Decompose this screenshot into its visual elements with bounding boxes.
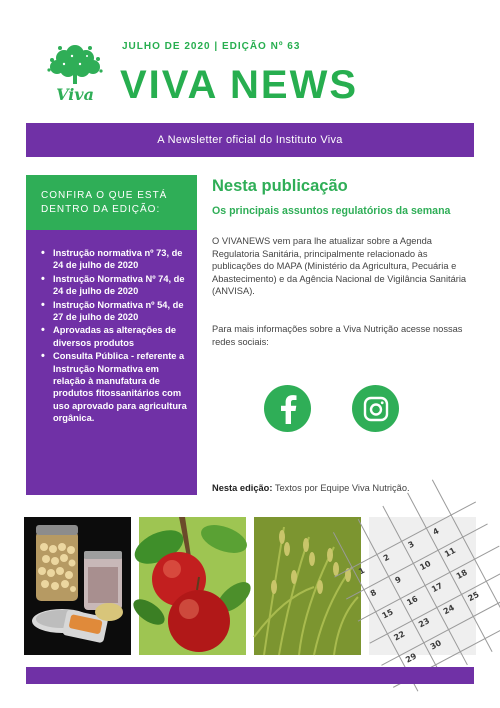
sidebar-item: • Instrução Normativa Nº 74, de 24 de julho de 2020 bbox=[40, 273, 189, 298]
svg-text:4: 4 bbox=[431, 526, 441, 537]
social-paragraph: Para mais informações sobre a Viva Nutrição acesse nossas redes sociais: bbox=[212, 324, 463, 347]
sidebar-item: • Instrução Normativa nº 54, de 27 de julho de 2020 bbox=[40, 299, 189, 324]
instagram-icon bbox=[363, 396, 389, 422]
svg-text:18: 18 bbox=[454, 567, 469, 582]
svg-text:23: 23 bbox=[417, 616, 432, 630]
credits-text: Textos por Equipe Viva Nutrição. bbox=[272, 483, 410, 493]
tagline-banner: A Newsletter oficial do Instituto Viva bbox=[26, 123, 474, 157]
svg-text:10: 10 bbox=[418, 558, 433, 573]
svg-text:15: 15 bbox=[380, 607, 395, 621]
credits-line bbox=[212, 483, 410, 493]
svg-text:30: 30 bbox=[428, 638, 443, 652]
tree-logo-icon bbox=[44, 40, 106, 106]
instagram-button[interactable] bbox=[352, 385, 399, 432]
svg-text:17: 17 bbox=[430, 581, 445, 595]
facebook-button[interactable] bbox=[264, 385, 311, 432]
rice-plants-photo bbox=[254, 517, 361, 655]
sidebar-panel bbox=[26, 230, 197, 495]
masthead-title: VIVA NEWS bbox=[120, 63, 359, 107]
svg-text:29: 29 bbox=[404, 651, 419, 665]
sidebar-item: • Instrução normativa nº 73, de 24 de julho de 2020 bbox=[40, 247, 189, 272]
credits-label: Nesta edição: bbox=[212, 483, 273, 493]
logo-text: Viva bbox=[56, 85, 94, 104]
sidebar-heading: CONFIRA O QUE ESTÁ DENTRO DA EDIÇÃO: bbox=[26, 175, 197, 230]
sidebar-item: • Aprovadas as alterações de diversos produtos bbox=[40, 324, 189, 349]
svg-text:16: 16 bbox=[405, 594, 420, 608]
svg-text:11: 11 bbox=[443, 545, 458, 559]
svg-text:3: 3 bbox=[406, 539, 416, 551]
svg-text:25: 25 bbox=[466, 589, 481, 604]
sidebar-item: • Consulta Pública - referente a Instrução Normativa em relação à manufatura de produtos fitossanitários com uso aprovado para agricultura orgânica. bbox=[40, 350, 189, 424]
svg-text:22: 22 bbox=[392, 629, 407, 643]
footer-bar bbox=[26, 667, 474, 684]
intro-paragraph: O VIVANEWS vem para lhe atualizar sobre a Agenda Regulatoria Sanitária, principalmente relacionado às publicações do MAPA (Ministério da Agricultura, Pecuária e Abastecimento) e da Agência Nacional de Vigilância Sanitária (ANVISA). bbox=[212, 236, 467, 296]
facebook-icon bbox=[277, 394, 299, 424]
issue-line: JULHO DE 2020 | EDIÇÃO Nº 63 bbox=[122, 41, 301, 52]
svg-text:9: 9 bbox=[393, 574, 403, 586]
section-title: Nesta publicação bbox=[212, 177, 348, 195]
svg-text:8: 8 bbox=[368, 587, 379, 599]
svg-text:24: 24 bbox=[441, 603, 456, 617]
header bbox=[0, 0, 500, 120]
apples-photo bbox=[139, 517, 246, 655]
sidebar-list bbox=[40, 247, 189, 425]
canned-food-photo bbox=[24, 517, 131, 655]
calendar-photo bbox=[357, 517, 481, 665]
svg-text:1: 1 bbox=[357, 565, 367, 577]
svg-text:2: 2 bbox=[381, 552, 392, 564]
section-subtitle: Os principais assuntos regulatórios da semana bbox=[212, 205, 451, 217]
